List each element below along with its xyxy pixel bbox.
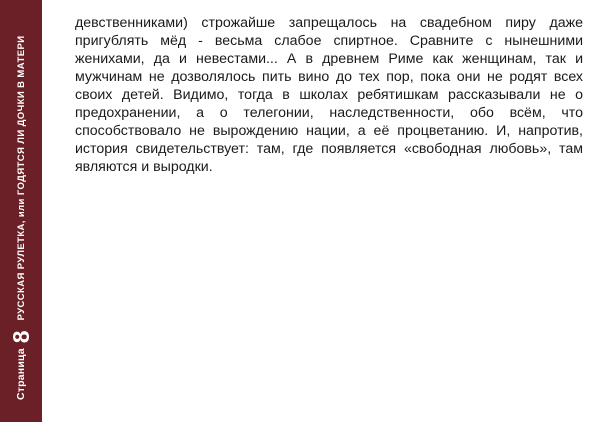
- page-number: 8: [7, 330, 34, 344]
- book-title: РУССКАЯ РУЛЕТКА, или ГОДЯТСЯ ЛИ ДОЧКИ В МАТЕРИ: [15, 35, 27, 321]
- text-line: история свидетельствует: там, где появляется «свободная любовь», там: [75, 141, 583, 157]
- text-line: пригублять мёд - весьма слабое спиртное. Сравните с нынешними: [75, 33, 583, 49]
- text-line: женихами, да и невестами... А в древнем Риме как женщинам, так и: [75, 51, 583, 67]
- text-line: являются и выродки.: [75, 159, 213, 175]
- page-label: Страница: [15, 348, 27, 400]
- text-line: предохранении, а о телегонии, наследственности, обо всём, что: [75, 105, 583, 121]
- text-line: способствовало не вырождению нации, а её процветанию. И, напротив,: [75, 123, 583, 139]
- body-paragraph: [75, 14, 583, 176]
- text-line: мужчинам не дозволялось пить вино до тех пор, пока они не родят всех: [75, 69, 583, 85]
- text-line: девственниками) строжайше запрещалось на свадебном пиру даже: [75, 15, 583, 31]
- text-line: своих детей. Видимо, тогда в школах ребятишкам рассказывали не о: [75, 87, 583, 103]
- running-header: [0, 0, 42, 422]
